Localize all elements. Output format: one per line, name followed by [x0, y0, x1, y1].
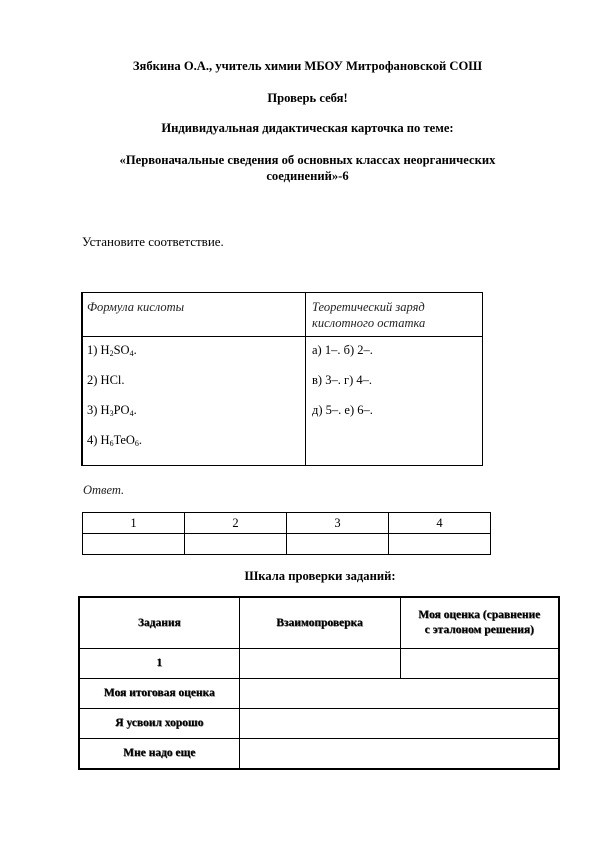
acid-item [87, 343, 137, 358]
matching-table-divider [305, 293, 306, 465]
matching-table [81, 292, 483, 466]
scoring-task-row [79, 649, 559, 679]
answer-number-cell: 4 [389, 513, 491, 534]
answer-number-cell: 3 [287, 513, 389, 534]
col-acid-formula-header: Формула кислоты [87, 300, 185, 314]
col-self-assessment-header [400, 597, 559, 649]
col-charge-header-line1: Теоретический заряд [312, 300, 425, 314]
acid-text: . [133, 403, 137, 417]
topic-line-2: соединений»-6 [266, 169, 349, 183]
acid-text: 3) H [87, 403, 110, 417]
card-title: Индивидуальная дидактическая карточка по теме: [161, 121, 454, 135]
acid-subscript: 2 [109, 349, 114, 358]
matching-table-header-divider [83, 336, 482, 337]
topic-line-1: «Первоначальные сведения об основных классах неорганических [119, 153, 496, 167]
peer-review-cell[interactable] [239, 649, 400, 679]
acid-item [87, 373, 125, 388]
acid-item [87, 433, 142, 448]
acid-text: PO [113, 403, 130, 417]
header-author: Зябкина О.А., учитель химии МБОУ Митрофановской СОШ [132, 59, 483, 73]
scoring-table [78, 596, 560, 770]
acid-subscript: 6 [109, 439, 114, 448]
learned-well-label: Я усвоил хорошо [79, 709, 239, 739]
answer-number-cell: 1 [83, 513, 185, 534]
scoring-header-row [79, 597, 559, 649]
instruction-text: Установите соответствие. [82, 234, 224, 249]
acid-text: TeO [113, 433, 135, 447]
charge-option: д) 5–. е) 6–. [312, 403, 373, 417]
answer-value-cell[interactable] [287, 534, 389, 555]
acid-item [87, 403, 137, 418]
answer-label: Ответ. [83, 483, 125, 497]
col-self-assessment-line1: Моя оценка (сравнение [418, 609, 541, 621]
acid-text: 4) H [87, 433, 110, 447]
answer-grid-value-row [83, 534, 491, 555]
learned-well-cell[interactable] [239, 709, 559, 739]
scale-title: Шкала проверки заданий: [244, 569, 396, 583]
answer-number-cell: 2 [185, 513, 287, 534]
answer-grid [82, 512, 491, 555]
col-tasks-header: Задания [79, 597, 239, 649]
col-peer-review-header: Взаимопроверка [239, 597, 400, 649]
need-more-label: Мне надо еще [79, 739, 239, 770]
acid-text: 2) HCl. [87, 373, 125, 387]
acid-text: 1) H [87, 343, 110, 357]
scoring-learned-row [79, 709, 559, 739]
header-subtitle: Проверь себя! [267, 91, 348, 105]
scoring-final-row [79, 679, 559, 709]
scoring-more-row [79, 739, 559, 770]
answer-value-cell[interactable] [185, 534, 287, 555]
acid-subscript: 6 [134, 439, 139, 448]
need-more-cell[interactable] [239, 739, 559, 770]
final-grade-cell[interactable] [239, 679, 559, 709]
acid-subscript: 3 [109, 409, 114, 418]
task-number-cell: 1 [79, 649, 239, 679]
answer-value-cell[interactable] [389, 534, 491, 555]
acid-subscript: 4 [129, 349, 134, 358]
final-grade-label: Моя итоговая оценка [79, 679, 239, 709]
acid-text: . [138, 433, 143, 447]
acid-subscript: 4 [129, 409, 134, 418]
acid-text: . [133, 343, 137, 357]
col-self-assessment-line2: с эталоном решения) [424, 624, 534, 636]
acid-text: SO [113, 343, 130, 357]
charge-option: в) 3–. г) 4–. [312, 373, 372, 387]
answer-value-cell[interactable] [83, 534, 185, 555]
charge-option: а) 1–. б) 2–. [312, 343, 373, 357]
self-assessment-cell[interactable] [400, 649, 559, 679]
answer-grid-header-row [83, 513, 491, 534]
col-charge-header-line2: кислотного остатка [312, 316, 426, 330]
col-charge-header [312, 299, 425, 331]
